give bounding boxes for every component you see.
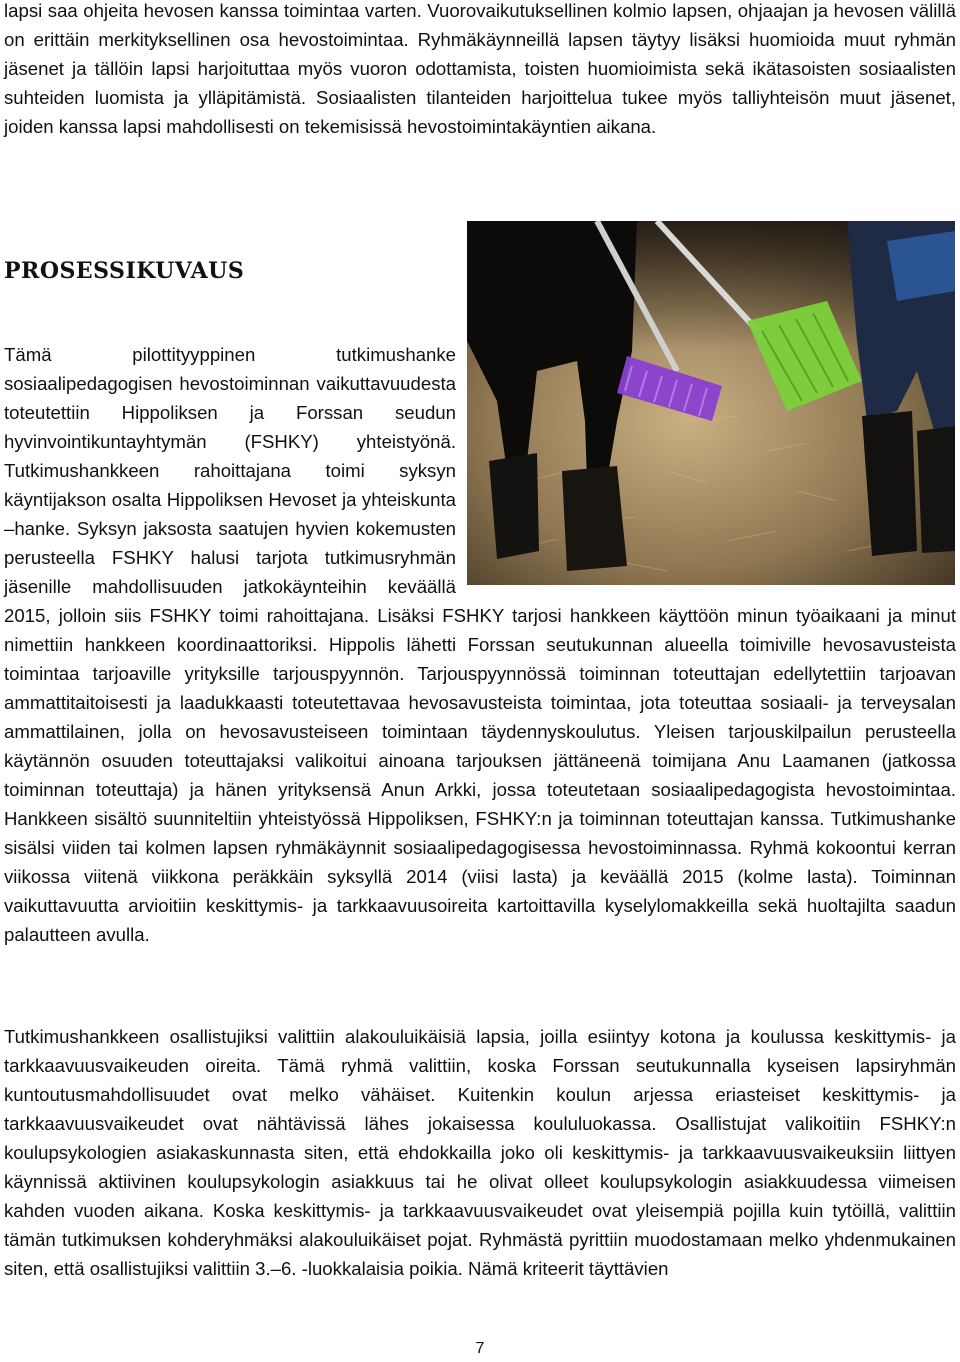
intro-paragraph: lapsi saa ohjeita hevosen kanssa toimintaa varten. Vuorovaikutuksellinen kolmio lapsen, ohjaajan ja hevosen välillä on erittäin merkityksellinen osa hevostoimintaa. Ryhmäkäynneillä lapsen täytyy lisäksi huomioida muut ryhmän jäsenet ja tällöin lapsi harjoituttaa myös vuoron odottamista, toisten huomioimista sekä ikätasoisten sosiaalisten suhteiden luomista ja ylläpitämistä. Sosiaalisten tilanteiden harjoittelua tukee myös talliyhteisön muut jäsenet, joiden kanssa lapsi mahdollisesti on tekemisissä hevostoimintakäyntien aikana. — [4, 0, 956, 137]
process-paragraph: Tämä pilottityyppinen tutkimushanke sosiaalipedagogisen hevostoiminnan vaikuttavuudesta toteutettiin Hippoliksen ja Forssan seudun hyvinvointikuntayhtymän (FSHKY) yhteistyönä. Tutkimushankkeen rahoittajana toimi syksyn käyntijakson osalta Hippoliksen Hevoset ja yhteiskunta –hanke. Syksyn jaksosta saatujen hyvien kokemusten perusteella FSHKY halusi tarjota tutkimusryhmän jäsenille mahdollisuuden jatkokäynteihin keväällä 2015, jolloin siis FSHKY toimi rahoittajana. Lisäksi FSHKY tarjosi hankkeen käyttöön minun työaikaani ja minut nimettiin hankkeen koordinaattoriksi. Hippolis lähetti Forssan seutukunnan alueella toimiville hevosavusteista toimintaa tarjoaville yrityksille tarjouspyynnön. Tarjouspyynnössä toiminnan toteuttajan edellytettiin tarjoavan ammattitaitoisesti ja laadukkaasti toteutettavaa hevosavusteista toimintaa, jota toteuttaa sosiaali- ja terveysalan ammattilainen, jolla on hevosavusteiseen toimintaan täydennyskoulutus. Yleisen tarjouskilpailun perusteella käytännön osuuden toteuttajaksi valikoitui ainoana tarjouksen jättäneenä toimijana Anu Laamanen (jatkossa toiminnan toteuttaja) ja hänen yrityksensä Anun Arkki, jossa toteutetaan sosiaalipedagogista hevostoimintaa. Hankkeen sisältö suunniteltiin yhteistyössä Hippoliksen, FSHKY:n ja toiminnan toteuttajan kanssa. Tutkimushanke sisälsi viiden tai kolmen lapsen ryhmäkäynnit sosiaalipedagogisessa hevostoiminnassa. Ryhmä kokoontui kerran viikossa viitenä viikkona peräkkäin syksyllä 2014 (viisi lasta) ja keväällä 2015 (kolme lasta). Toiminnan vaikuttavuutta arvioitiin keskittymis- ja tarkkaavuusoireita kartoittavilla kyselylomakkeilla sekä huoltajilta saadun palautteen avulla. — [4, 344, 956, 945]
process-description — [4, 340, 956, 949]
page-number: 7 — [475, 1340, 485, 1357]
participants-paragraph: Tutkimushankkeen osallistujiksi valittiin alakouluikäisiä lapsia, joilla esiintyy kotona ja koulussa keskittymis- ja tarkkaavuusvaikeuden oireita. Tämä ryhmä valittiin, koska Forssan seutukunnalla kyseisen lapsiryhmän kuntoutusmahdollisuudet ovat melko vähäiset. Kuitenkin koulun arjessa eriasteiset keskittymis- ja tarkkaavuusvaikeudet ovat nähtävissä lähes jokaisessa koululuokassa. Osallistujat valikoitiin FSHKY:n koulupsykologien asiakaskunnasta siten, että ehdokkailla joko oli keskittymis- ja tarkkaavuusvaikeuksiin liittyen käynnissä aktiivinen koulupsykologin asiakkuus tai he olivat olleet koulupsykologin asiakkuudessa viimeisen kahden vuoden aikana. Koska keskittymis- ja tarkkaavuusvaikeudet ovat yleisempiä pojilla kuin tytöillä, valittiin tämän tutkimuksen kohderyhmäksi alakouluikäiset pojat. Ryhmästä pyrittiin muodostamaan melko yhdenmukainen siten, että osallistujiksi valittiin 3.–6. -luokkalaisia poikia. Nämä kriteerit täyttävien — [4, 1026, 956, 1279]
section-heading: PROSESSIKUVAUS — [4, 258, 245, 284]
